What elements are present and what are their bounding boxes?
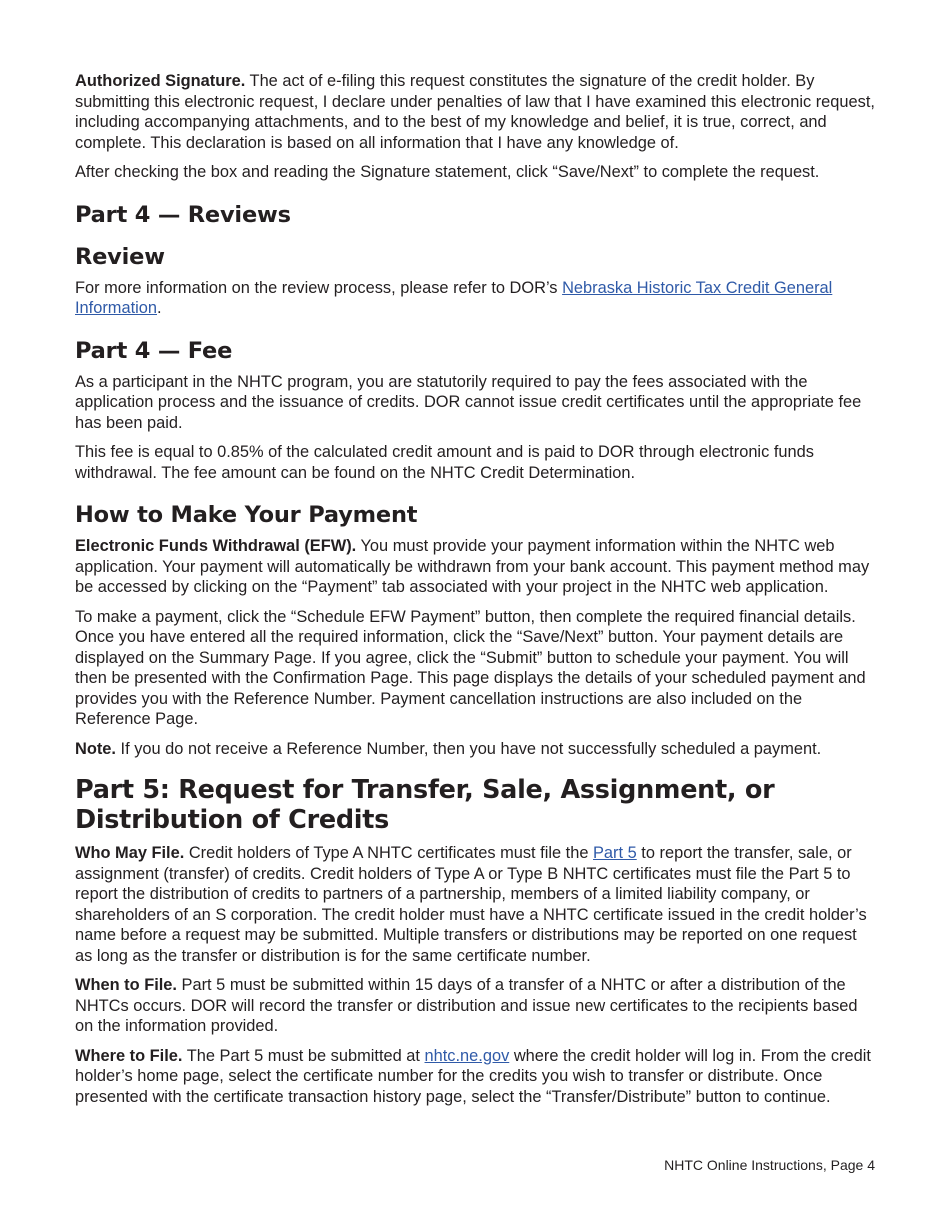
note-paragraph [75, 739, 875, 760]
who-text-after: to report the transfer, sale, or assignment (transfer) of credits. Credit holders of Type A or Type B NHTC certificates must file the Part 5 to report the distribution of credits to partners of a partnership, members of a limited liability company, or shareholders of an S corporation. The credit holder must have a NHTC certificate issued in the credit holder’s name before a request may be submitted. Multiple transfers or distributions may be reported on one request as long as the transfer or distribution is for the same certificate number. [75, 844, 867, 965]
where-to-file-paragraph [75, 1046, 875, 1108]
efw-paragraph [75, 536, 875, 598]
efw-label: Electronic Funds Withdrawal (EFW). [75, 537, 357, 555]
nhtc-website-link[interactable]: nhtc.ne.gov [424, 1046, 510, 1065]
efw-text: You must provide your payment information within the NHTC web application. Your payment will automatically be withdrawn from your bank account. This payment method may be accessed by clicking on the “Payment” tab associated with your project in the NHTC web application. [75, 537, 870, 596]
when-to-file-paragraph [75, 975, 875, 1037]
who-may-file-label: Who May File. [75, 844, 185, 862]
note-text: If you do not receive a Reference Number, then you have not successfully scheduled a payment. [115, 739, 822, 758]
part4-fee-heading: Part 4 — Fee [75, 337, 233, 364]
who-text-before: Credit holders of Type A NHTC certificates must file the [184, 844, 593, 862]
page-footer: NHTC Online Instructions, Page 4 [664, 1157, 875, 1173]
where-text-after: where the credit holder will log in. From the credit holder’s home page, select the certificate number for the credits you wish to transfer or distribute. Once presented with the certificate transaction history page, select the “Transfer/Distribute” button to continue. [75, 1046, 871, 1106]
authorized-signature-text: The act of e-filing this request constitutes the signature of the credit holder. By submitting this electronic request, I declare under penalties of law that I have examined this electronic request, including accompanying attachments, and to the best of my knowledge and belief, it is true, correct, and complete. This declaration is based on all information that I have any knowledge of. [75, 72, 875, 152]
fee-paragraph-1: As a participant in the NHTC program, you are statutorily required to pay the fees associated with the application process and the issuance of credits. DOR cannot issue credit certificates until the appropriate fee has been paid. [75, 372, 862, 432]
review-text-before: For more information on the review process, please refer to DOR’s [75, 278, 563, 297]
review-text-after: . [157, 299, 162, 317]
authorized-signature-label: Authorized Signature. [75, 72, 246, 90]
review-subheading: Review [75, 243, 165, 270]
payment-instructions-paragraph: To make a payment, click the “Schedule EFW Payment” button, then complete the required financial details. Once you have entered all the required information, click the “Save/Next” button. Your payment details are displayed on the Summary Page. If you agree, click the “Submit” button to schedule your payment. You will then be presented with the Confirmation Page. This page displays the details of your scheduled payment and provides you with the Reference Number. Payment cancellation instructions are also included on the Reference Page. [75, 607, 866, 728]
when-text: Part 5 must be submitted within 15 days of a transfer of a NHTC or after a distribution of the NHTCs occurs. DOR will record the transfer or distribution and issue new certificates to the recipients based on the information provided. [75, 976, 858, 1035]
part5-heading: Part 5: Request for Transfer, Sale, Assignment, or Distribution of Credits [75, 775, 775, 835]
where-to-file-label: Where to File. [75, 1046, 183, 1065]
part5-link[interactable]: Part 5 [593, 844, 637, 862]
fee-paragraph-2: This fee is equal to 0.85% of the calculated credit amount and is paid to DOR through electronic funds withdrawal. The fee amount can be found on the NHTC Credit Determination. [75, 443, 814, 482]
authorized-signature-paragraph [75, 71, 875, 153]
after-checking-paragraph: After checking the box and reading the Signature statement, click “Save/Next” to complete the request. [75, 163, 820, 181]
part4-reviews-heading: Part 4 — Reviews [75, 201, 291, 228]
who-may-file-paragraph [75, 843, 875, 966]
payment-heading: How to Make Your Payment [75, 502, 418, 528]
where-text-before: The Part 5 must be submitted at [182, 1046, 425, 1065]
when-to-file-label: When to File. [75, 976, 177, 994]
nhtc-general-information-link[interactable]: Nebraska Historic Tax Credit General Information [75, 278, 833, 317]
review-paragraph [75, 278, 875, 319]
note-label: Note. [75, 739, 116, 758]
